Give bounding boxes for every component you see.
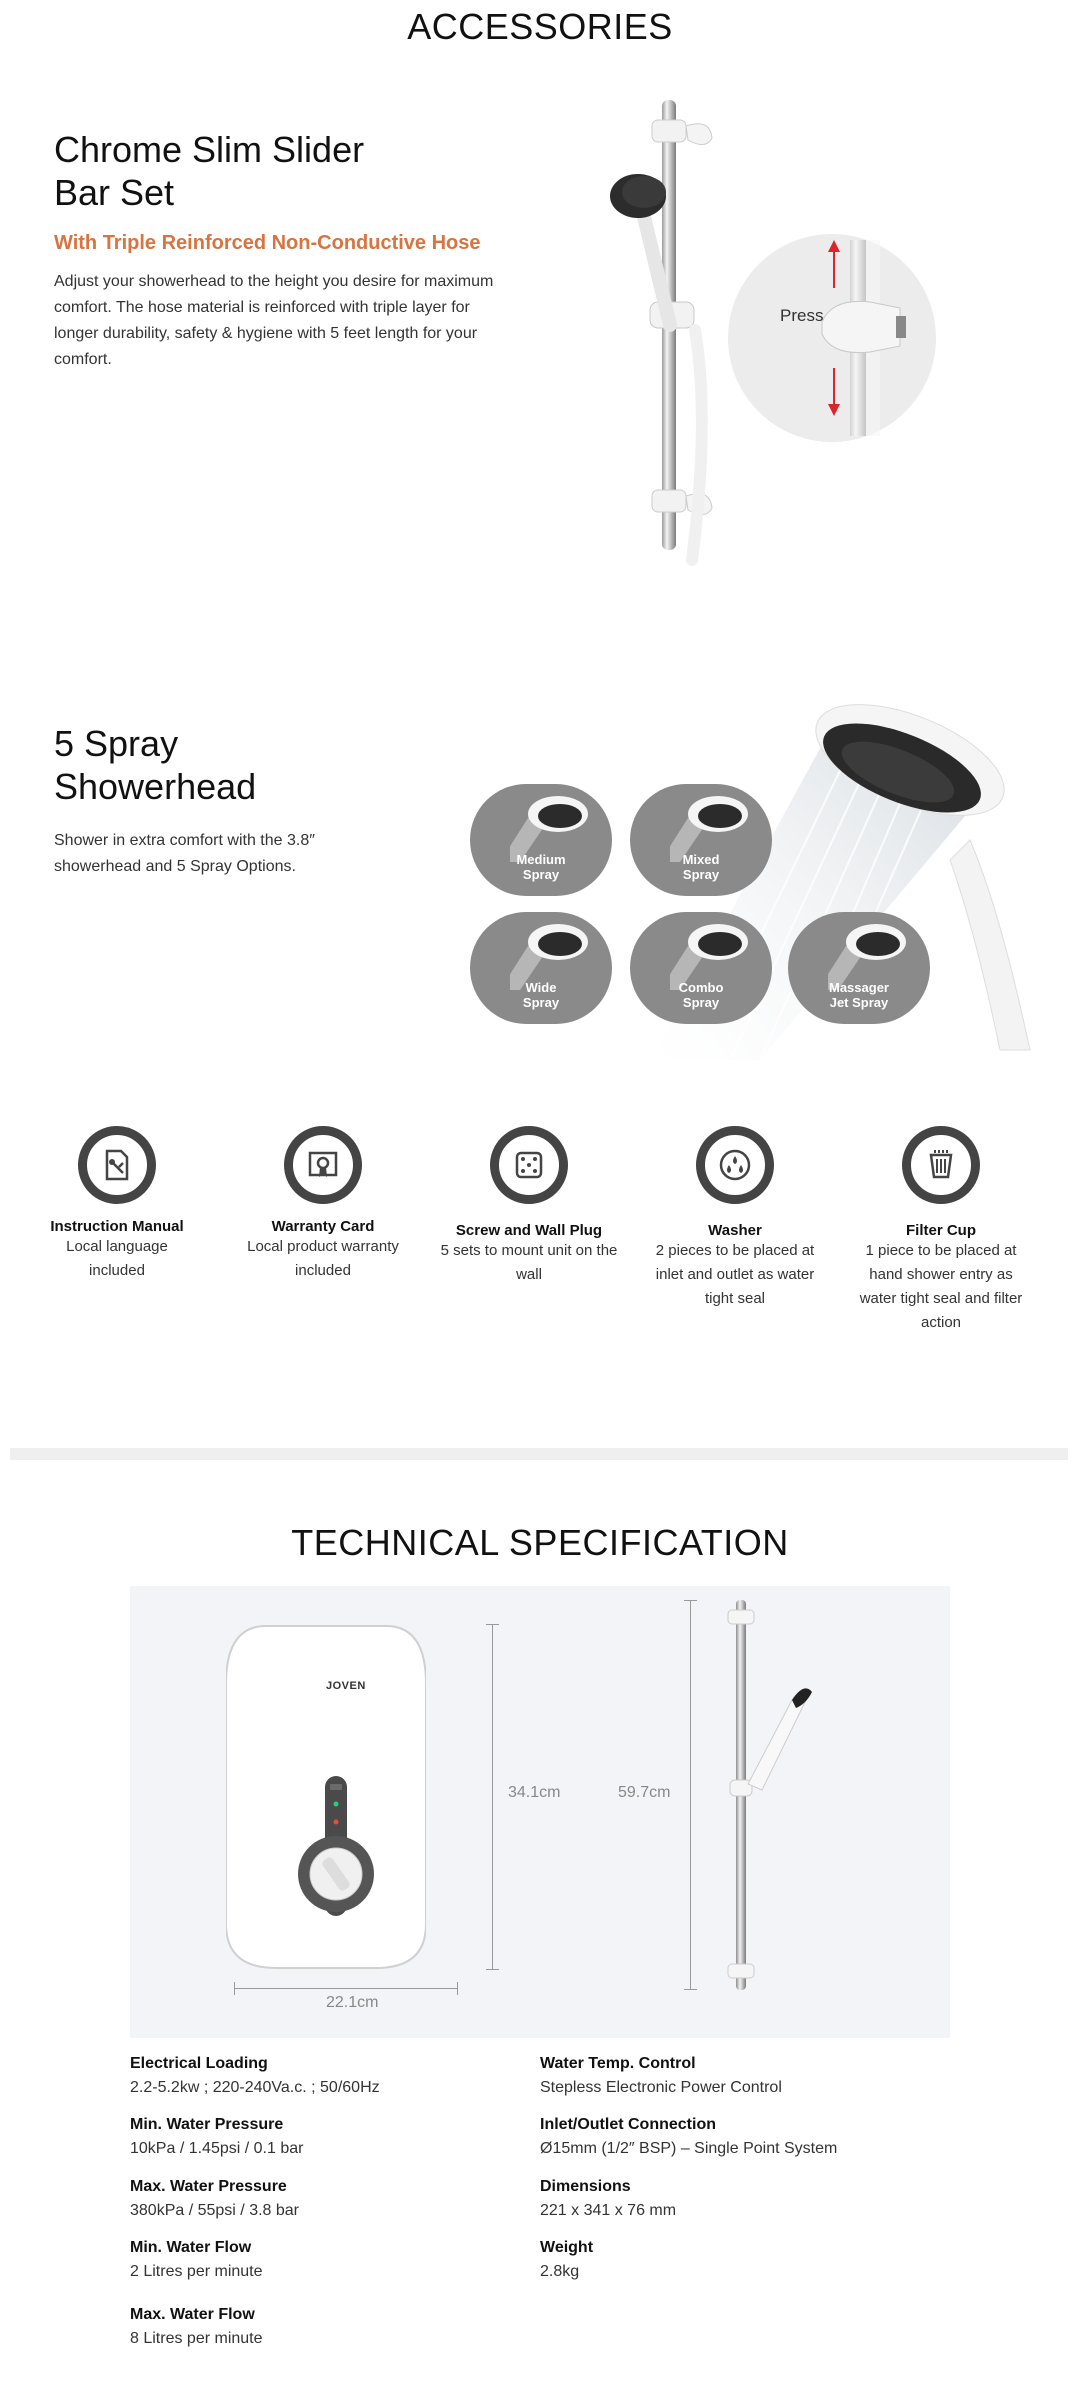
dimension-tick	[486, 1969, 499, 1970]
item-desc: 2 pieces to be placed at inlet and outlet as water tight seal	[655, 1242, 815, 1307]
technical-title: TECHNICAL SPECIFICATION	[291, 1522, 789, 1563]
certificate-icon	[284, 1126, 362, 1204]
spec-label: Electrical Loading	[130, 2055, 268, 2072]
item-instruction-manual	[17, 1126, 217, 1283]
spec-max-water-pressure	[130, 2178, 299, 2220]
spec-label: Min. Water Pressure	[130, 2116, 284, 2133]
spray-mode-massager	[788, 912, 930, 1024]
height-dimension-label: 34.1cm	[508, 1784, 561, 1801]
spray-mode-label-1: Mixed	[682, 852, 720, 867]
spray-mode-label-1: Massager	[829, 980, 889, 995]
bar-height-label: 59.7cm	[618, 1784, 671, 1801]
spray-info	[54, 722, 394, 880]
section-divider	[10, 1448, 1068, 1460]
brand-logo: JOVEN	[326, 1680, 366, 1692]
spec-value: 10kPa / 1.45psi / 0.1 bar	[130, 2140, 304, 2157]
spray-mode-label-1: Medium	[516, 852, 566, 867]
spray-mode-label-2: Jet Spray	[829, 995, 889, 1010]
spray-mode-label-2: Spray	[682, 995, 720, 1010]
spec-dimensions	[540, 2178, 676, 2220]
item-title: Warranty Card	[271, 1218, 375, 1235]
item-title: Washer	[708, 1222, 762, 1239]
spray-mode-label-1: Wide	[525, 980, 557, 995]
item-screw-wall-plug	[429, 1126, 629, 1287]
item-washer	[635, 1126, 835, 1311]
item-desc: 1 piece to be placed at hand shower entry as water tight seal and filter action	[859, 1242, 1023, 1331]
bar-dimension-line	[690, 1600, 691, 1990]
spec-label: Max. Water Flow	[130, 2306, 255, 2323]
manual-icon	[78, 1126, 156, 1204]
spray-mode-medium	[470, 784, 612, 896]
item-filter-cup	[841, 1126, 1041, 1335]
width-dimension-label: 22.1cm	[326, 1994, 379, 2011]
item-title: Filter Cup	[906, 1222, 976, 1239]
slider-bar-dimension-illustration	[700, 1600, 830, 1992]
dimension-tick	[457, 1982, 458, 1995]
spray-title-line1: 5 Spray	[54, 723, 179, 764]
spec-label: Dimensions	[540, 2178, 631, 2195]
slider-bar-illustration	[600, 90, 980, 580]
spec-weight	[540, 2239, 593, 2281]
spec-label: Inlet/Outlet Connection	[540, 2116, 716, 2133]
spec-max-water-flow	[130, 2306, 263, 2348]
spec-water-temp-control	[540, 2055, 782, 2097]
spray-mode-label-2: Spray	[522, 867, 560, 882]
item-desc: 5 sets to mount unit on the wall	[440, 1242, 618, 1283]
spray-mode-label-2: Spray	[682, 867, 720, 882]
item-title: Instruction Manual	[50, 1218, 184, 1235]
dimension-tick	[234, 1982, 235, 1995]
spray-mode-wide	[470, 912, 612, 1024]
spec-min-water-pressure	[130, 2116, 303, 2158]
press-label: Press	[780, 306, 824, 325]
accessories-title: ACCESSORIES	[407, 6, 673, 47]
spec-diagram-panel	[130, 1586, 950, 2038]
spec-value: 8 Litres per minute	[130, 2330, 263, 2347]
spec-value: 380kPa / 55psi / 3.8 bar	[130, 2202, 299, 2219]
item-desc: Local product warranty included	[247, 1238, 399, 1279]
slider-title-line1: Chrome Slim Slider	[54, 129, 365, 170]
spec-value: 2 Litres per minute	[130, 2263, 263, 2280]
filter-icon	[902, 1126, 980, 1204]
height-dimension-line	[492, 1624, 493, 1970]
spec-inlet-outlet-connection	[540, 2116, 837, 2158]
spec-value: Ø15mm (1/2″ BSP) – Single Point System	[540, 2140, 838, 2157]
spray-mode-label-2: Spray	[522, 995, 560, 1010]
spray-mode-combo	[630, 912, 772, 1024]
slider-description: Adjust your showerhead to the height you desire for maximum comfort. The hose material is reinforced with triple layer for longer durability, safety & hygiene with 5 feet length for your comfort.	[54, 273, 494, 368]
item-title: Screw and Wall Plug	[455, 1222, 603, 1239]
spec-value: 221 x 341 x 76 mm	[540, 2202, 677, 2219]
spec-label: Max. Water Pressure	[130, 2178, 287, 2195]
dimension-tick	[684, 1600, 697, 1601]
slider-subtitle: With Triple Reinforced Non-Conductive Hose	[54, 232, 481, 254]
water-heater-illustration	[226, 1624, 426, 1970]
spec-value: 2.8kg	[540, 2263, 580, 2280]
spec-value: Stepless Electronic Power Control	[540, 2079, 782, 2096]
width-dimension-line	[234, 1988, 458, 1989]
wall-plug-icon	[490, 1126, 568, 1204]
spec-electrical-loading	[130, 2055, 380, 2097]
dimension-tick	[684, 1989, 697, 1990]
spec-min-water-flow	[130, 2239, 263, 2281]
spec-label: Weight	[540, 2239, 594, 2256]
spray-mode-mixed	[630, 784, 772, 896]
dimension-tick	[486, 1624, 499, 1625]
slider-bar-info	[54, 128, 494, 373]
item-warranty-card	[223, 1126, 423, 1283]
item-desc: Local language included	[66, 1238, 168, 1279]
spray-mode-label-1: Combo	[678, 980, 724, 995]
spec-label: Min. Water Flow	[130, 2239, 252, 2256]
washer-icon	[696, 1126, 774, 1204]
spec-value: 2.2-5.2kw ; 220-240Va.c. ; 50/60Hz	[130, 2079, 380, 2096]
spec-label: Water Temp. Control	[540, 2055, 696, 2072]
slider-title-line2: Bar Set	[54, 172, 175, 213]
spray-title-line2: Showerhead	[54, 766, 257, 807]
spray-description: Shower in extra comfort with the 3.8″ showerhead and 5 Spray Options.	[54, 832, 315, 875]
